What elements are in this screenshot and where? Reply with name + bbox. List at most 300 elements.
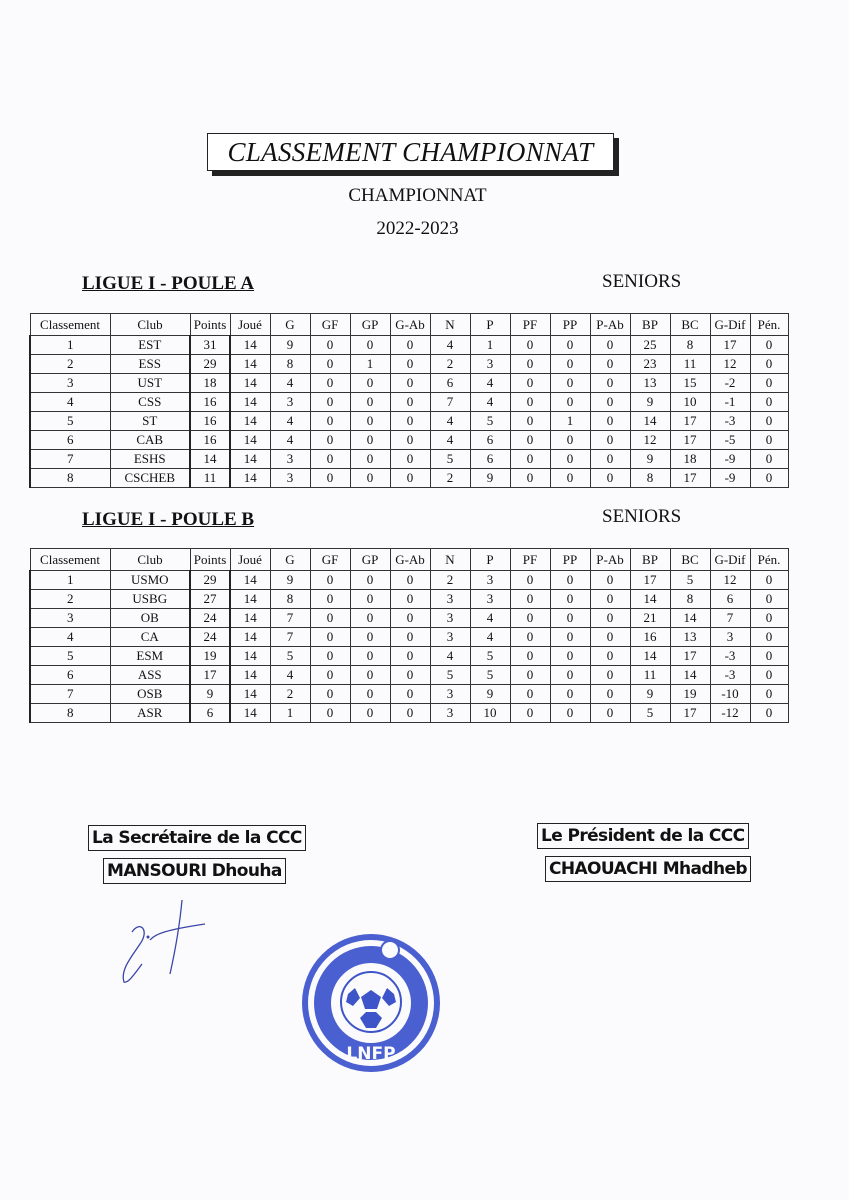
table-row: [30, 469, 788, 488]
table-cell: 0: [550, 450, 590, 469]
table-row: [30, 431, 788, 450]
table-cell: 4: [30, 628, 110, 647]
column-header: PP: [550, 314, 590, 336]
table-cell: 17: [670, 647, 710, 666]
table-cell: 1: [470, 336, 510, 355]
table-cell: 0: [350, 374, 390, 393]
table-cell: 19: [670, 685, 710, 704]
table-cell: 7: [30, 685, 110, 704]
table-cell: 0: [310, 685, 350, 704]
table-cell: 14: [230, 355, 270, 374]
table-cell: 4: [430, 647, 470, 666]
table-cell: 0: [310, 336, 350, 355]
table-cell: 31: [190, 336, 230, 355]
table-cell: 0: [390, 666, 430, 685]
table-cell: -9: [710, 469, 750, 488]
table-cell: 0: [310, 609, 350, 628]
table-cell: 12: [710, 571, 750, 590]
table-cell: 0: [510, 685, 550, 704]
table-cell: 12: [630, 431, 670, 450]
table-cell: 14: [230, 685, 270, 704]
table-cell: 5: [470, 412, 510, 431]
table-cell: 0: [510, 571, 550, 590]
table-cell: 9: [630, 393, 670, 412]
table-cell: 0: [590, 336, 630, 355]
table-cell: 6: [30, 431, 110, 450]
table-cell: -2: [710, 374, 750, 393]
table-cell: 8: [630, 469, 670, 488]
table-cell: 5: [470, 647, 510, 666]
poule-a-category: SENIORS: [602, 271, 682, 292]
table-cell: UST: [110, 374, 190, 393]
table-cell: 14: [630, 647, 670, 666]
table-cell: 0: [590, 450, 630, 469]
table-cell: 0: [390, 571, 430, 590]
table-cell: 0: [350, 393, 390, 412]
table-cell: OB: [110, 609, 190, 628]
column-header: Joué: [230, 549, 270, 571]
table-cell: -1: [710, 393, 750, 412]
column-header: BP: [630, 549, 670, 571]
table-cell: -3: [710, 412, 750, 431]
column-header: G-Ab: [390, 314, 430, 336]
column-header: Classement: [30, 549, 110, 571]
table-cell: 3: [710, 628, 750, 647]
table-cell: 2: [270, 685, 310, 704]
table-cell: 0: [510, 374, 550, 393]
table-cell: 6: [470, 450, 510, 469]
table-cell: 0: [750, 431, 788, 450]
table-cell: 0: [350, 647, 390, 666]
column-header: P: [470, 549, 510, 571]
standings-table-poule-a: [29, 313, 789, 488]
table-cell: 0: [350, 431, 390, 450]
table-cell: 5: [470, 666, 510, 685]
table-cell: 0: [750, 571, 788, 590]
table-row: [30, 355, 788, 374]
table-cell: 0: [550, 355, 590, 374]
column-header: Club: [110, 314, 190, 336]
table-cell: 0: [550, 336, 590, 355]
table-cell: 0: [310, 571, 350, 590]
column-header: Pén.: [750, 314, 788, 336]
column-header: Pén.: [750, 549, 788, 571]
table-cell: 11: [670, 355, 710, 374]
table-cell: 0: [550, 469, 590, 488]
table-cell: 4: [470, 609, 510, 628]
table-cell: 0: [750, 609, 788, 628]
stamp-acronym: LNFP: [346, 1044, 396, 1064]
table-cell: CSCHEB: [110, 469, 190, 488]
table-row: [30, 666, 788, 685]
column-header: G-Dif: [710, 549, 750, 571]
table-cell: 3: [470, 590, 510, 609]
table-cell: 5: [430, 666, 470, 685]
table-cell: 3: [430, 628, 470, 647]
table-cell: 9: [270, 336, 310, 355]
season: 2022-2023: [376, 218, 459, 239]
table-cell: 8: [30, 704, 110, 723]
table-cell: -5: [710, 431, 750, 450]
table-cell: 0: [590, 393, 630, 412]
table-cell: 3: [30, 374, 110, 393]
table-cell: 14: [230, 469, 270, 488]
table-cell: 5: [30, 412, 110, 431]
table-cell: 4: [430, 412, 470, 431]
table-cell: 0: [310, 704, 350, 723]
table-row: [30, 450, 788, 469]
table-cell: 0: [350, 571, 390, 590]
table-cell: 0: [510, 393, 550, 412]
table-cell: 17: [630, 571, 670, 590]
table-cell: 14: [230, 666, 270, 685]
table-row: [30, 704, 788, 723]
table-cell: 16: [190, 393, 230, 412]
table-cell: 25: [630, 336, 670, 355]
table-cell: 7: [710, 609, 750, 628]
standings-table-poule-b: [29, 548, 789, 723]
table-cell: 7: [30, 450, 110, 469]
table-cell: 9: [190, 685, 230, 704]
column-header: GP: [350, 549, 390, 571]
column-header: PF: [510, 314, 550, 336]
secretary-role: La Secrétaire de la CCC: [88, 825, 306, 851]
table-cell: 1: [30, 336, 110, 355]
table-cell: 0: [590, 412, 630, 431]
table-row: [30, 374, 788, 393]
table-cell: 0: [550, 666, 590, 685]
table-row: [30, 685, 788, 704]
table-cell: 0: [590, 374, 630, 393]
table-cell: 0: [590, 666, 630, 685]
president-name: CHAOUACHI Mhadheb: [545, 856, 751, 882]
table-cell: 2: [430, 469, 470, 488]
table-cell: 0: [310, 469, 350, 488]
table-cell: 0: [350, 450, 390, 469]
table-cell: USMO: [110, 571, 190, 590]
table-row: [30, 393, 788, 412]
table-cell: 17: [190, 666, 230, 685]
table-row: [30, 412, 788, 431]
table-cell: 0: [590, 469, 630, 488]
table-cell: 17: [670, 469, 710, 488]
table-cell: 0: [510, 431, 550, 450]
table-cell: 4: [470, 628, 510, 647]
table-cell: 0: [750, 393, 788, 412]
table-cell: -10: [710, 685, 750, 704]
table-cell: 4: [430, 431, 470, 450]
table-cell: 0: [390, 590, 430, 609]
table-cell: 14: [230, 590, 270, 609]
table-cell: USBG: [110, 590, 190, 609]
table-cell: 7: [270, 609, 310, 628]
table-cell: 14: [230, 412, 270, 431]
table-cell: 0: [390, 450, 430, 469]
table-cell: 0: [350, 628, 390, 647]
secretary-name: MANSOURI Dhouha: [103, 858, 286, 884]
table-cell: 1: [350, 355, 390, 374]
table-cell: 0: [310, 590, 350, 609]
table-cell: 4: [270, 666, 310, 685]
table-cell: ESHS: [110, 450, 190, 469]
table-cell: CSS: [110, 393, 190, 412]
page-title: CLASSEMENT CHAMPIONNAT: [227, 136, 594, 167]
table-cell: ST: [110, 412, 190, 431]
column-header: G: [270, 549, 310, 571]
column-header: G-Ab: [390, 549, 430, 571]
table-cell: 11: [630, 666, 670, 685]
table-cell: 4: [270, 431, 310, 450]
table-cell: 0: [390, 469, 430, 488]
table-cell: 0: [390, 609, 430, 628]
table-cell: 0: [750, 590, 788, 609]
table-cell: 0: [510, 590, 550, 609]
table-cell: 0: [750, 704, 788, 723]
table-cell: 14: [230, 571, 270, 590]
column-header: GF: [310, 549, 350, 571]
table-cell: 0: [510, 450, 550, 469]
table-cell: 14: [630, 412, 670, 431]
table-cell: 9: [470, 469, 510, 488]
table-cell: 0: [390, 431, 430, 450]
table-cell: 3: [470, 355, 510, 374]
table-cell: 0: [390, 685, 430, 704]
column-header: Joué: [230, 314, 270, 336]
column-header: Points: [190, 549, 230, 571]
table-row: [30, 336, 788, 355]
table-cell: 0: [550, 590, 590, 609]
table-cell: 0: [750, 355, 788, 374]
table-cell: 0: [350, 469, 390, 488]
table-cell: 14: [230, 450, 270, 469]
column-header: BP: [630, 314, 670, 336]
table-header-row: [30, 549, 788, 571]
column-header: P: [470, 314, 510, 336]
table-cell: 19: [190, 647, 230, 666]
table-cell: 6: [470, 431, 510, 450]
table-cell: 0: [590, 431, 630, 450]
table-cell: 5: [30, 647, 110, 666]
table-cell: 6: [30, 666, 110, 685]
table-cell: 0: [550, 647, 590, 666]
table-cell: 0: [750, 450, 788, 469]
table-cell: 0: [510, 355, 550, 374]
table-cell: 1: [30, 571, 110, 590]
table-cell: 0: [750, 647, 788, 666]
table-cell: 0: [550, 374, 590, 393]
table-cell: 4: [470, 393, 510, 412]
stamp-year: 1994: [362, 1034, 380, 1042]
table-cell: 7: [270, 628, 310, 647]
table-cell: 16: [190, 431, 230, 450]
table-cell: 0: [390, 647, 430, 666]
table-cell: 0: [350, 590, 390, 609]
poule-a-title: LIGUE I - POULE A: [82, 273, 255, 294]
table-cell: CAB: [110, 431, 190, 450]
table-row: [30, 609, 788, 628]
table-cell: 14: [230, 647, 270, 666]
table-cell: 0: [750, 412, 788, 431]
table-cell: 21: [630, 609, 670, 628]
poule-b-title: LIGUE I - POULE B: [82, 509, 255, 530]
column-header: P-Ab: [590, 314, 630, 336]
table-cell: 3: [270, 393, 310, 412]
table-cell: 17: [670, 704, 710, 723]
poule-b-category: SENIORS: [602, 506, 682, 527]
table-cell: ESM: [110, 647, 190, 666]
table-cell: 6: [710, 590, 750, 609]
table-cell: 8: [670, 336, 710, 355]
table-cell: 14: [230, 628, 270, 647]
table-cell: 0: [310, 431, 350, 450]
table-cell: 0: [750, 336, 788, 355]
table-cell: 5: [670, 571, 710, 590]
table-cell: 24: [190, 628, 230, 647]
table-cell: 6: [430, 374, 470, 393]
lnfp-seal-icon: [300, 932, 442, 1074]
table-cell: 2: [30, 590, 110, 609]
table-cell: 9: [630, 685, 670, 704]
table-cell: 0: [750, 666, 788, 685]
table-cell: -3: [710, 666, 750, 685]
table-cell: -9: [710, 450, 750, 469]
table-cell: 0: [590, 628, 630, 647]
table-cell: 4: [30, 393, 110, 412]
column-header: N: [430, 549, 470, 571]
table-cell: 14: [670, 666, 710, 685]
subtitle: CHAMPIONNAT: [348, 185, 487, 206]
table-cell: 0: [390, 393, 430, 412]
column-header: Points: [190, 314, 230, 336]
table-cell: 8: [670, 590, 710, 609]
table-cell: 0: [310, 355, 350, 374]
title-box: [207, 133, 614, 171]
table-cell: 0: [390, 355, 430, 374]
table-cell: CA: [110, 628, 190, 647]
table-cell: 14: [190, 450, 230, 469]
handwritten-signature-icon: [110, 892, 220, 992]
table-cell: 3: [470, 571, 510, 590]
table-cell: 0: [590, 685, 630, 704]
column-header: BC: [670, 549, 710, 571]
table-cell: 17: [670, 431, 710, 450]
column-header: PF: [510, 549, 550, 571]
table-cell: 12: [710, 355, 750, 374]
table-cell: 0: [310, 412, 350, 431]
table-cell: 16: [630, 628, 670, 647]
table-cell: 5: [630, 704, 670, 723]
table-cell: 4: [430, 336, 470, 355]
table-cell: 9: [630, 450, 670, 469]
table-cell: 13: [670, 628, 710, 647]
table-cell: 0: [550, 704, 590, 723]
table-cell: 0: [390, 704, 430, 723]
column-header: Classement: [30, 314, 110, 336]
table-cell: 5: [430, 450, 470, 469]
table-cell: ASR: [110, 704, 190, 723]
table-cell: 10: [470, 704, 510, 723]
table-cell: 3: [430, 704, 470, 723]
table-cell: 0: [750, 628, 788, 647]
table-cell: -3: [710, 647, 750, 666]
table-cell: 10: [670, 393, 710, 412]
table-cell: 0: [590, 704, 630, 723]
table-cell: 24: [190, 609, 230, 628]
column-header: N: [430, 314, 470, 336]
table-row: [30, 571, 788, 590]
table-cell: 0: [750, 469, 788, 488]
table-row: [30, 647, 788, 666]
table-cell: EST: [110, 336, 190, 355]
table-cell: 0: [310, 666, 350, 685]
table-cell: 4: [470, 374, 510, 393]
table-cell: 1: [270, 704, 310, 723]
table-cell: 0: [590, 647, 630, 666]
table-cell: 0: [510, 647, 550, 666]
table-cell: 17: [670, 412, 710, 431]
table-cell: 0: [510, 412, 550, 431]
column-header: Club: [110, 549, 190, 571]
table-cell: 0: [350, 336, 390, 355]
table-cell: 18: [190, 374, 230, 393]
table-cell: 7: [430, 393, 470, 412]
table-cell: 23: [630, 355, 670, 374]
table-cell: 14: [230, 393, 270, 412]
table-cell: ESS: [110, 355, 190, 374]
table-cell: ASS: [110, 666, 190, 685]
table-cell: 6: [190, 704, 230, 723]
table-cell: 0: [590, 571, 630, 590]
column-header: GP: [350, 314, 390, 336]
table-cell: 0: [350, 685, 390, 704]
table-cell: 3: [270, 469, 310, 488]
table-cell: 14: [670, 609, 710, 628]
table-cell: 29: [190, 571, 230, 590]
table-cell: 0: [510, 336, 550, 355]
table-cell: 14: [230, 609, 270, 628]
table-cell: 2: [430, 355, 470, 374]
table-cell: 15: [670, 374, 710, 393]
table-cell: 16: [190, 412, 230, 431]
table-cell: 0: [750, 685, 788, 704]
table-cell: 0: [590, 590, 630, 609]
table-cell: 4: [270, 374, 310, 393]
table-cell: 0: [550, 571, 590, 590]
column-header: BC: [670, 314, 710, 336]
table-cell: 14: [230, 374, 270, 393]
table-cell: 0: [510, 609, 550, 628]
table-cell: 4: [270, 412, 310, 431]
table-cell: 0: [350, 412, 390, 431]
table-cell: 0: [390, 412, 430, 431]
table-cell: 29: [190, 355, 230, 374]
table-cell: 0: [550, 685, 590, 704]
table-cell: 0: [390, 628, 430, 647]
table-cell: -12: [710, 704, 750, 723]
table-cell: 0: [590, 609, 630, 628]
table-cell: 0: [350, 609, 390, 628]
table-cell: 0: [310, 374, 350, 393]
president-role: Le Président de la CCC: [537, 823, 749, 849]
table-cell: 0: [510, 704, 550, 723]
table-cell: 5: [270, 647, 310, 666]
table-cell: 18: [670, 450, 710, 469]
table-cell: 2: [30, 355, 110, 374]
table-cell: 0: [750, 374, 788, 393]
column-header: G-Dif: [710, 314, 750, 336]
column-header: G: [270, 314, 310, 336]
table-cell: 11: [190, 469, 230, 488]
